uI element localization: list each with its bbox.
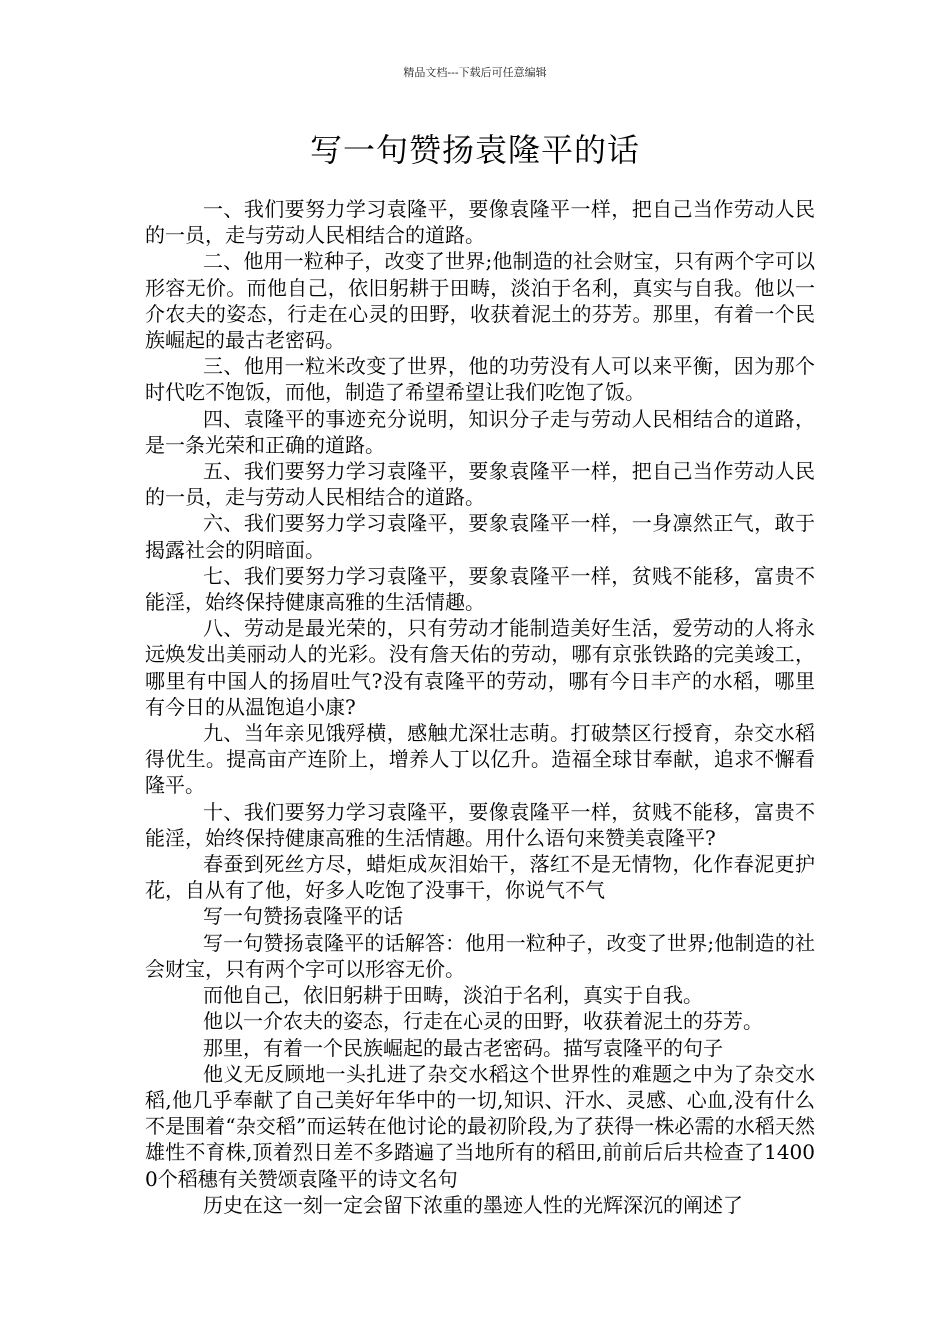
paragraph: 三、他用一粒米改变了世界，他的功劳没有人可以来平衡，因为那个时代吃不饱饭，而他，制造了希望希望让我们吃饱了饭。 xyxy=(145,354,815,405)
document-body xyxy=(145,196,815,1218)
paragraph: 四、袁隆平的事迹充分说明，知识分子走与劳动人民相结合的道路，是一条光荣和正确的道路。 xyxy=(145,406,815,457)
paragraph: 九、当年亲见饿殍横，感触尤深壮志萌。打破禁区行授育，杂交水稻得优生。提高亩产连阶上，增养人丁以亿升。造福全球甘奉献，追求不懈看隆平。 xyxy=(145,721,815,798)
paragraph: 八、劳动是最光荣的，只有劳动才能制造美好生活，爱劳动的人将永远焕发出美丽动人的光彩。没有詹天佑的劳动，哪有京张铁路的完美竣工，哪里有中国人的扬眉吐气?没有袁隆平的劳动，哪有今日丰产的水稻，哪里有今日的从温饱追小康? xyxy=(145,616,815,719)
document-title: 写一句赞扬袁隆平的话 xyxy=(309,131,640,169)
paragraph: 而他自己，依旧躬耕于田畴，淡泊于名利，真实于自我。 xyxy=(203,983,703,1008)
paragraph: 他以一介农夫的姿态，行走在心灵的田野，收获着泥土的芬芳。 xyxy=(203,1009,763,1034)
paragraph: 写一句赞扬袁隆平的话解答：他用一粒种子，改变了世界;他制造的社会财宝，只有两个字可以形容无价。 xyxy=(145,930,815,981)
paragraph: 二、他用一粒种子，改变了世界;他制造的社会财宝，只有两个字可以形容无价。而他自己，依旧躬耕于田畴，淡泊于名利，真实与自我。他以一介农夫的姿态，行走在心灵的田野，收获着泥土的芬芳。那里，有着一个民族崛起的最古老密码。 xyxy=(145,249,815,353)
paragraph: 写一句赞扬袁隆平的话 xyxy=(203,904,403,929)
paragraph: 历史在这一刻一定会留下浓重的墨迹人性的光辉深沉的阐述了 xyxy=(203,1192,743,1217)
paragraph: 十、我们要努力学习袁隆平，要像袁隆平一样，贫贱不能移，富贵不能淫，始终保持健康高雅的生活情趣。用什么语句来赞美袁隆平? xyxy=(145,799,815,850)
paragraph: 七、我们要努力学习袁隆平，要象袁隆平一样，贫贱不能移，富贵不能淫，始终保持健康高雅的生活情趣。 xyxy=(145,563,815,615)
paragraph: 五、我们要努力学习袁隆平，要象袁隆平一样，把自己当作劳动人民的一员，走与劳动人民相结合的道路。 xyxy=(145,459,815,510)
paragraph: 那里，有着一个民族崛起的最古老密码。描写袁隆平的句子 xyxy=(203,1035,723,1060)
paragraph: 春蚕到死丝方尽，蜡炬成灰泪始干，落红不是无情物，化作春泥更护花，自从有了他，好多人吃饱了没事干，你说气不气 xyxy=(145,852,815,903)
page-header: 精品文档---下载后可任意编辑 xyxy=(403,66,547,79)
paragraph: 他义无反顾地一头扎进了杂交水稻这个世界性的难题之中为了杂交水稻,他几乎奉献了自己美好年华中的一切,知识、汗水、灵感、心血,没有什么不是围着“杂交稻”而运转在他讨论的最初阶段,为了获得一株必需的水稻天然雄性不育株,顶着烈日差不多踏遍了当地所有的稻田,前前后后共检查了14000个稻穗有关赞颂袁隆平的诗文名句 xyxy=(145,1061,815,1191)
paragraph: 一、我们要努力学习袁隆平，要像袁隆平一样，把自己当作劳动人民的一员，走与劳动人民相结合的道路。 xyxy=(145,197,815,248)
paragraph: 六、我们要努力学习袁隆平，要象袁隆平一样，一身凛然正气，敢于揭露社会的阴暗面。 xyxy=(145,511,815,562)
